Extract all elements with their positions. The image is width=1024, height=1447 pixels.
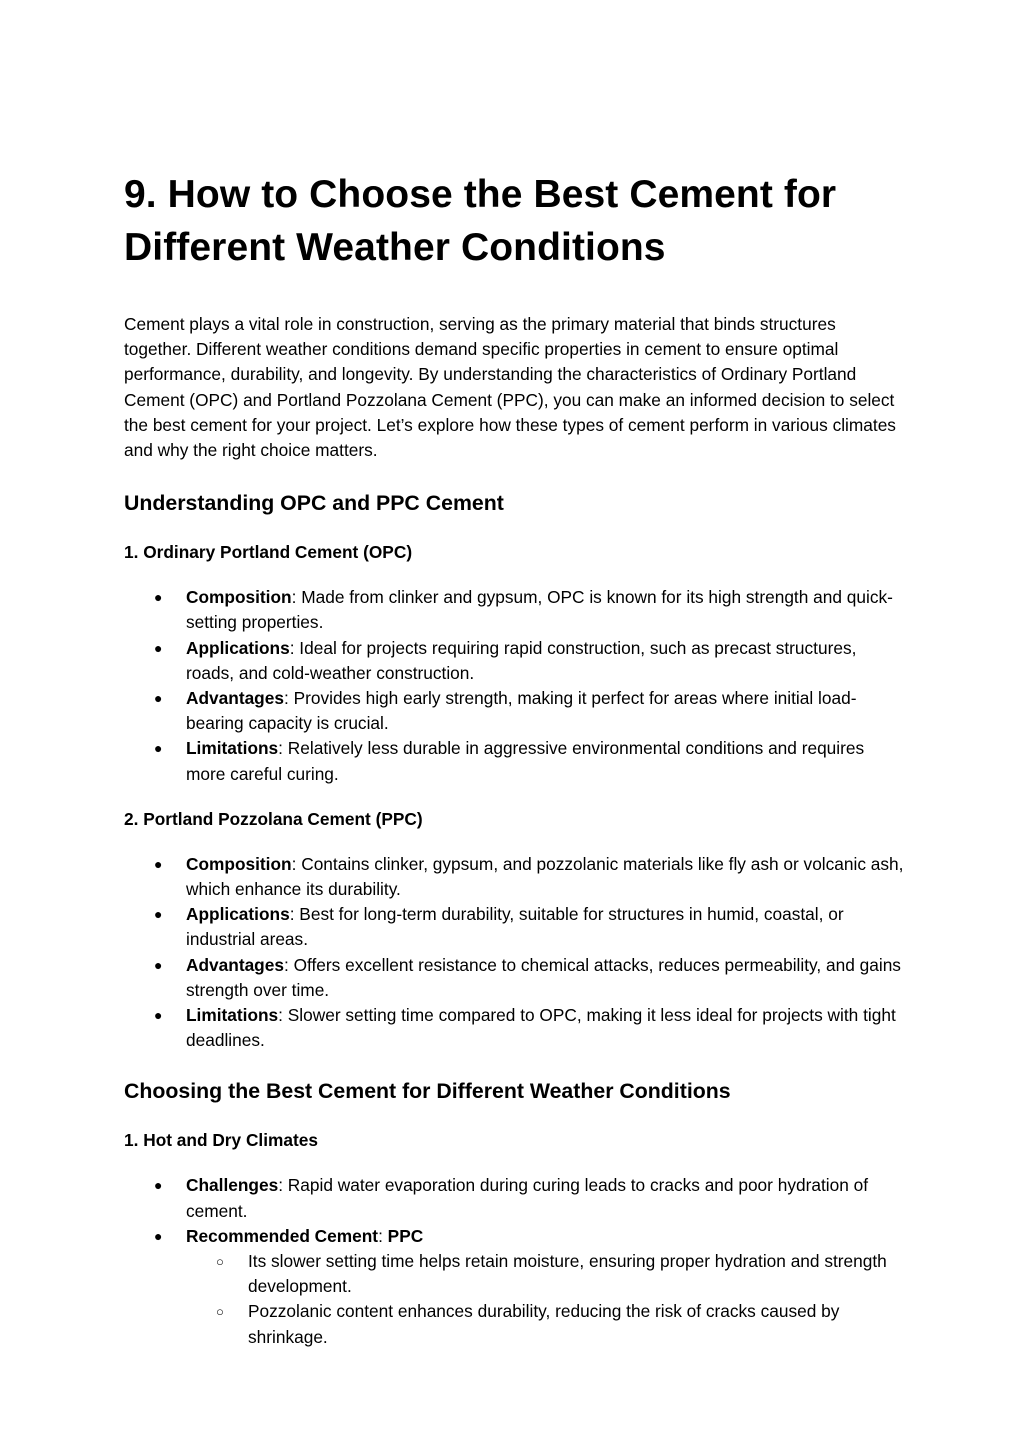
list-item: [124, 953, 904, 1003]
list-item: [124, 1224, 904, 1350]
section-heading-understanding: Understanding OPC and PPC Cement: [124, 491, 504, 516]
list-item: [124, 585, 904, 635]
recommended-value: PPC: [387, 1225, 424, 1246]
bullet-icon: ●: [154, 1007, 163, 1024]
bullet-icon: ●: [154, 639, 163, 656]
page-title: 9. How to Choose the Best Cement for Different Weather Conditions: [124, 173, 837, 269]
sub-list-item: [186, 1299, 904, 1349]
list-item: [124, 1003, 904, 1053]
document-body: [124, 168, 904, 1350]
sub-item-text: Pozzolanic content enhances durability, reducing the risk of cracks caused by shrinkage.: [248, 1301, 840, 1347]
bullet-icon: ●: [154, 956, 163, 973]
sub-item-text: Its slower setting time helps retain moisture, ensuring proper hydration and strength development.: [248, 1251, 887, 1297]
item-label: Advantages: [186, 688, 284, 709]
list-item: [124, 1173, 904, 1223]
item-text: : Offers excellent resistance to chemical attacks, reduces permeability, and gains strength over time.: [186, 954, 901, 1000]
list-item: [124, 852, 904, 902]
item-text: : Rapid water evaporation during curing leads to cracks and poor hydration of cement.: [186, 1175, 869, 1221]
bullet-icon: ●: [154, 1227, 163, 1244]
item-label: Composition: [186, 587, 292, 608]
item-text: : Provides high early strength, making it perfect for areas where initial load-bearing capacity is crucial.: [186, 688, 857, 734]
bullet-icon: ●: [154, 1177, 163, 1194]
ppc-list: [124, 852, 904, 1054]
sub-list: [186, 1249, 904, 1350]
bullet-icon: ●: [154, 740, 163, 757]
item-separator: :: [378, 1225, 388, 1246]
opc-list: [124, 585, 904, 787]
circle-bullet-icon: ○: [216, 1254, 224, 1270]
item-text: : Slower setting time compared to OPC, making it less ideal for projects with tight deadlines.: [186, 1005, 896, 1051]
bullet-icon: ●: [154, 690, 163, 707]
list-item: [124, 686, 904, 736]
item-text: : Ideal for projects requiring rapid construction, such as precast structures, roads, and cold-weather construction.: [186, 637, 857, 683]
subheading-opc: 1. Ordinary Portland Cement (OPC): [124, 542, 413, 563]
sub-list-item: [186, 1249, 904, 1299]
item-label: Applications: [186, 904, 290, 925]
intro-paragraph: Cement plays a vital role in construction, serving as the primary material that binds structures together. Different weather conditions demand specific properties in cement to ensure optimal performance, durability, and longevity. By understanding the characteristics of Ordinary Portland Cement (OPC) and Portland Pozzolana Cement (PPC), you can make an informed decision to select the best cement for your project. Let’s explore how these types of cement perform in various climates and why the right choice matters.: [124, 314, 896, 461]
section-heading-choosing: Choosing the Best Cement for Different Weather Conditions: [124, 1079, 731, 1104]
item-label: Recommended Cement: [186, 1225, 379, 1246]
subheading-ppc: 2. Portland Pozzolana Cement (PPC): [124, 808, 423, 829]
list-item: [124, 636, 904, 686]
item-label: Limitations: [186, 1005, 279, 1026]
bullet-icon: ●: [154, 906, 163, 923]
item-text: : Made from clinker and gypsum, OPC is known for its high strength and quick-setting properties.: [186, 587, 893, 633]
bullet-icon: ●: [154, 589, 163, 606]
item-label: Challenges: [186, 1175, 279, 1196]
item-label: Applications: [186, 637, 290, 658]
list-item: [124, 736, 904, 786]
circle-bullet-icon: ○: [216, 1304, 224, 1320]
subheading-hot-dry: 1. Hot and Dry Climates: [124, 1130, 318, 1151]
item-label: Composition: [186, 853, 292, 874]
item-label: Limitations: [186, 738, 279, 759]
item-label: Advantages: [186, 954, 284, 975]
item-text: : Relatively less durable in aggressive environmental conditions and requires more careful curing.: [186, 738, 865, 784]
hot-dry-list: [124, 1173, 904, 1349]
item-text: : Best for long-term durability, suitable for structures in humid, coastal, or industrial areas.: [186, 904, 844, 950]
list-item: [124, 902, 904, 952]
bullet-icon: ●: [154, 855, 163, 872]
item-text: : Contains clinker, gypsum, and pozzolanic materials like fly ash or volcanic ash, which enhance its durability.: [186, 853, 904, 900]
